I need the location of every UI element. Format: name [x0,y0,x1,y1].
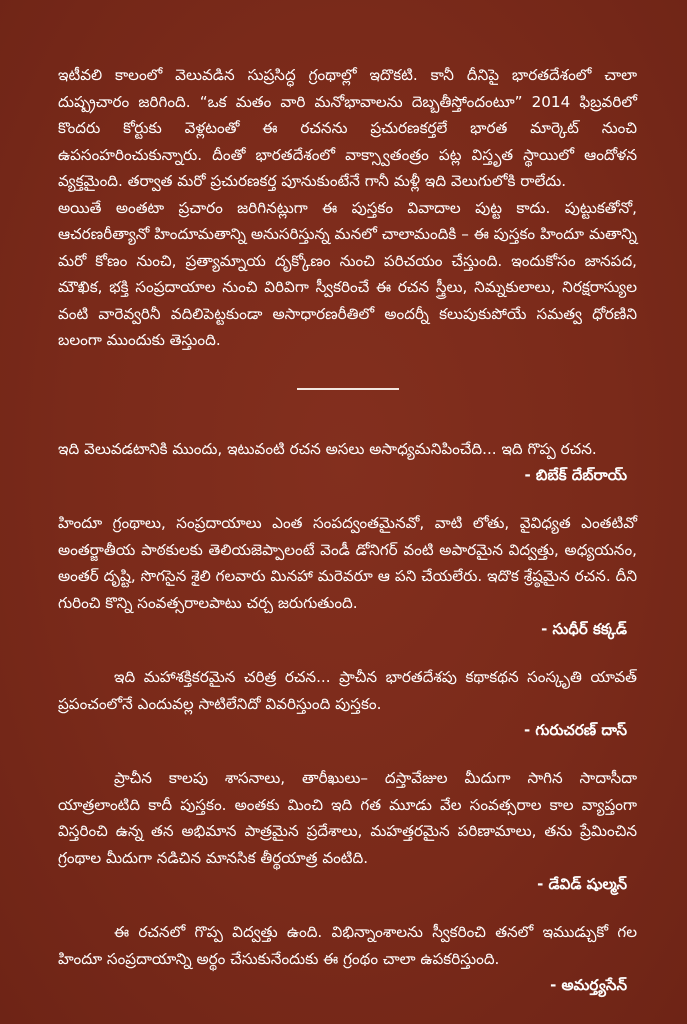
quote-text: ఇది వెలువడటానికి ముందు, ఇటువంటి రచన అసలు అసాధ్యమనిపించేది... ఇది గొప్ప రచన. [58,439,597,458]
quote-text: ప్రాచీన కాలపు శాసనాలు, తారీఖులు– దస్తావేజుల మీదుగా సాగిన సాదాసీదా యాత్రలాంటిది కాదీ పుస్తకం. అంతకు మించి ఇది గత మూడు వేల సంవత్సరాల కాల వ్యాప్తంగా విస్తరించి ఉన్న తన అభిమాన పాత్రమైన ప్రదేశాలు, మహత్తరమైన పరిణామాలు, తను ప్రేమించిన గ్రంథాల మీదుగా నడిచిన మానసిక తీర్థయాత్ర వంటిది. [58,769,637,867]
quote-author: - అమర్త్యసేన్ [550,976,627,994]
quote-author: - సుధీర్ కక్కడ్ [541,620,627,638]
section-divider [297,388,399,390]
quote-text: హిందూ గ్రంథాలు, సంప్రదాయాలు ఎంత సంపద్వంతమైనవో, వాటి లోతు, వైవిధ్యత ఎంతటివో అంతర్జాతీయ పాఠకులకు తెలియజెప్పాలంటే వెండీ డోనిగర్ వంటి అపారమైన విద్వత్తు, అధ్యయనం, అంతర్ దృష్టి, సొగసైన శైలి గలవారు మినహా మరెవరూ ఆ పని చేయలేరు. ఇదొక శ్రేష్ఠమైన రచన. దీని గురించి కొన్ని సంవత్సరాలపాటు చర్చ జరుగుతుంది. [58,514,637,612]
quote-amartya-sen [58,919,637,998]
quote-text: ఈ రచనలో గొప్ప విద్వత్తు ఉంది. విభిన్నాంశాలను స్వీకరించి తనలో ఇముడ్చుకో గల హిందూ సంప్రదాయాన్ని అర్థం చేసుకునేందుకు ఈ గ్రంథం చాలా ఉపకరిస్తుంది. [58,923,637,968]
intro-paragraph-1: ఇటీవలి కాలంలో వెలువడిన సుప్రసిద్ధ గ్రంథాల్లో ఇదొకటి. కానీ దీనిపై భారతదేశంలో చాలా దుష్ప్రచారం జరిగింది. “ఒక మతం వారి మనోభావాలను దెబ్బతీస్తోందంటూ” 2014 ఫిబ్రవరిలో కొందరు కోర్టుకు వెళ్లటంతో ఈ రచనను ప్రచురణకర్తలే భారత మార్కెట్ నుంచి ఉపసంహరించుకున్నారు. దీంతో భారతదేశంలో వాక్స్వాతంత్రం పట్ల విస్తృత స్థాయిలో ఆందోళన వ్యక్తమైంది. తర్వాత మరో ప్రచురణకర్త పూనుకుంటేనే గానీ మళ్లీ ఇది వెలుగులోకి రాలేదు. [58,66,637,190]
intro-section [58,62,637,354]
quote-sudhir-kakar [58,510,637,642]
quote-author: - బిబేక్ దేబ్‌రాయ్ [524,466,627,484]
quote-gurcharan-das [58,664,637,743]
quote-david-shulman [58,765,637,897]
quote-text: ఇది మహాశక్తికరమైన చరిత్ర రచన... ప్రాచీన భారతదేశపు కథాకథన సంస్కృతి యావత్ ప్రపంచంలోనే ఎందువల్ల సాటిలేనిదో వివరిస్తుంది పుస్తకం. [58,668,637,713]
quote-author: - గురుచరణ్ దాస్ [523,721,627,739]
quote-author: - డేవిడ్ షుల్మన్ [537,875,627,893]
intro-paragraph-2: అయితే అంతటా ప్రచారం జరిగినట్లుగా ఈ పుస్తకం వివాదాల పుట్ట కాదు. పుట్టుకతోనో, ఆచరణరీత్యానో హిందూమతాన్ని అనుసరిస్తున్న మనలో చాలామందికి – ఈ పుస్తకం హిందూ మతాన్ని మరో కోణం నుంచి, ప్రత్యామ్నాయ దృక్కోణం నుంచి పరిచయం చేస్తుంది. ఇందుకోసం జానపద, మౌఖిక, భక్తి సంప్రదాయాల నుంచి విరివిగా స్వీకరించే ఈ రచన స్త్రీలు, నిమ్నకులాలు, నిరక్షరాస్యుల వంటి వారెవ్వరినీ వదిలిపెట్టకుండా అసాధారణరీతిలో అందర్నీ కలుపుకుపోయే సమత్వ ధోరణిని బలంగా ముందుకు తెస్తుంది. [58,198,637,349]
quote-bibek-debroy [58,436,637,489]
